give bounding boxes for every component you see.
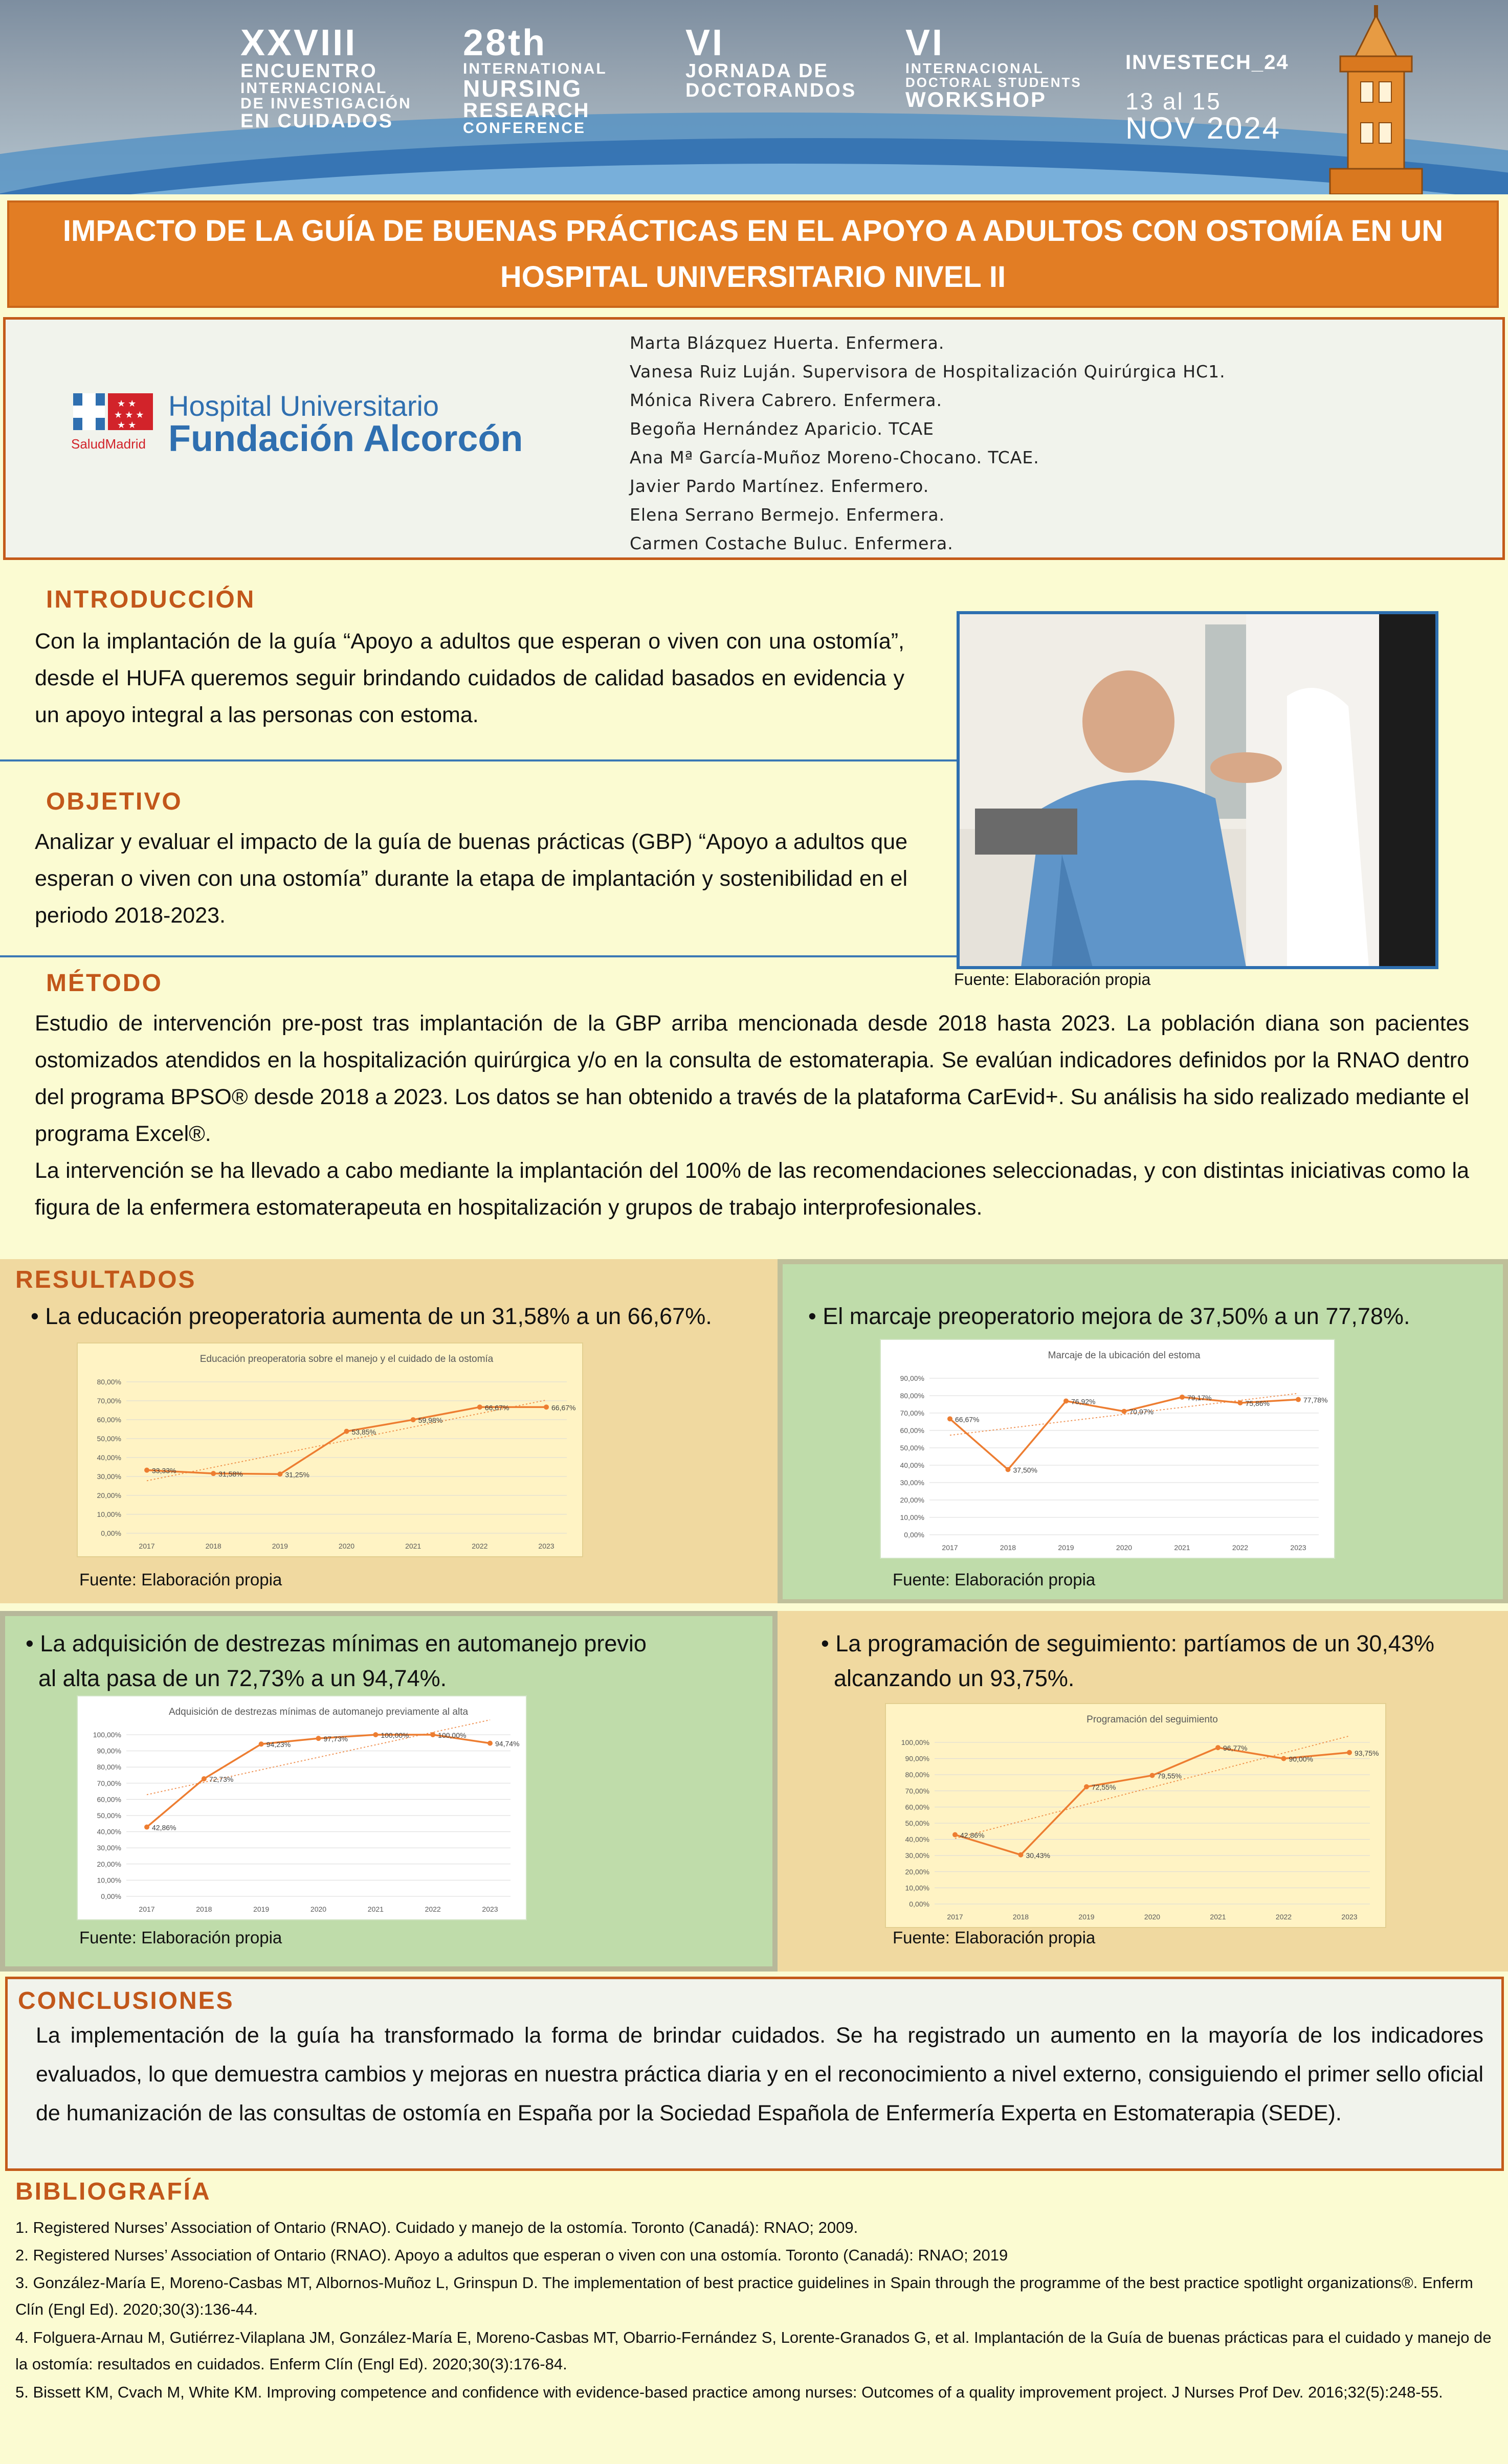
chart-data-label: 100,00%	[438, 1731, 467, 1739]
chart-ytick-label: 50,00%	[97, 1811, 121, 1820]
photo-caption: Fuente: Elaboración propia	[954, 970, 1151, 989]
bib-ref: 5. Bissett KM, Cvach M, White KM. Improving competence and confidence with evidence-based practice among nurses: Outcomes of a quality improvement project. J Nurses Prof Dev. 2016;32(5):248-55.	[15, 2383, 1443, 2401]
objetivo-text: Analizar y evaluar el impacto de la guía de buenas prácticas (GBP) “Apoyo a adultos que esperan o viven con una ostomía” durante la etapa de implantación y sostenibilidad en el periodo 2018-2023.	[35, 830, 907, 928]
chart-xtick-label: 2022	[1232, 1543, 1249, 1552]
chart-ytick-label: 90,00%	[905, 1754, 929, 1763]
chart-xtick-label: 2019	[1058, 1543, 1074, 1552]
chart-svg	[881, 1340, 1334, 1558]
chart-title: Programación del seguimiento	[1086, 1714, 1218, 1725]
bib-ref: 4. Folguera-Arnau M, Gutiérrez-Vilaplana JM, González-María E, Moreno-Casbas MT, Obarrio-Fernández S, Lorente-Granados G, et al. Implantación de la Guía de buenas prácticas para el cuidado y manejo de la ostomía: resultados en cuidados. Enferm Clín (Engl Ed). 2020;30(3):176-84.	[15, 2328, 1492, 2373]
investech-label: INVESTECH_24	[1125, 51, 1289, 74]
conference-3-line: JORNADA DE	[685, 60, 829, 82]
chart-xtick-label: 2023	[1290, 1543, 1306, 1552]
conclusiones-box	[5, 1977, 1504, 2171]
chart-xtick-label: 2020	[310, 1905, 327, 1913]
chart-ytick-label: 30,00%	[97, 1472, 121, 1481]
chart-ytick-label: 0,00%	[101, 1892, 121, 1900]
tower-illustration	[1299, 0, 1453, 194]
objetivo-heading: OBJETIVO	[46, 788, 183, 815]
conference-1-line: EN CUIDADOS	[240, 110, 394, 132]
chart-point	[947, 1416, 952, 1421]
chart-ytick-label: 10,00%	[900, 1513, 924, 1521]
dates-line: 13 al 15	[1125, 88, 1222, 115]
chart-ytick-label: 30,00%	[900, 1479, 924, 1487]
chart-point	[144, 1825, 149, 1830]
bib-ref: 2. Registered Nurses’ Association of Ontario (RNAO). Apoyo a adultos que esperan o viven con una ostomía. Toronto (Canadá): RNAO; 2019	[15, 2246, 1008, 2264]
result-bullet-2-text: El marcaje preoperatorio mejora de 37,50% a un 77,78%.	[823, 1303, 1410, 1329]
chart-data-label: 59,98%	[418, 1416, 443, 1425]
chart-ytick-label: 80,00%	[900, 1392, 924, 1400]
chart-xtick-label: 2023	[482, 1905, 498, 1913]
chart-data-label: 66,67%	[551, 1403, 576, 1412]
chart-point	[316, 1736, 321, 1741]
chart-data-label: 53,85%	[351, 1427, 376, 1436]
chart-data-label: 79,55%	[1157, 1772, 1182, 1780]
chart-ytick-label: 80,00%	[97, 1763, 121, 1772]
chart-data-label: 66,67%	[955, 1415, 980, 1424]
chart-point	[1018, 1852, 1024, 1857]
salud-madrid-label: SaludMadrid	[71, 436, 146, 452]
chart-trendline	[147, 1400, 546, 1481]
chart-point	[477, 1404, 482, 1409]
chart-data-label: 75,86%	[1245, 1399, 1270, 1408]
chart-point	[373, 1732, 378, 1737]
chart-xtick-label: 2021	[1210, 1913, 1226, 1921]
conference-4-line: DOCTORAL STUDENTS	[905, 75, 1082, 90]
author-item: Vanesa Ruiz Luján. Supervisora de Hospitalización Quirúrgica HC1.	[630, 362, 1226, 382]
conference-banner	[0, 0, 1508, 194]
chart-xtick-label: 2018	[196, 1905, 212, 1913]
author-item: Elena Serrano Bermejo. Enfermera.	[630, 505, 945, 525]
chart-educacion	[77, 1342, 583, 1557]
chart-ytick-label: 0,00%	[904, 1531, 924, 1539]
result-bullet-1: • La educación preoperatoria aumenta de un 31,58% a un 66,67%.	[31, 1303, 712, 1329]
chart-point	[1215, 1745, 1221, 1750]
chart-data-label: 93,75%	[1355, 1749, 1379, 1757]
bibliografia-heading: BIBLIOGRAFÍA	[15, 2178, 211, 2205]
chart-ytick-label: 60,00%	[905, 1803, 929, 1811]
chart-xtick-label: 2021	[405, 1542, 422, 1550]
chart-title: Adquisición de destrezas mínimas de automanejo previamente al alta	[168, 1707, 469, 1717]
chart-ytick-label: 70,00%	[900, 1409, 924, 1417]
intro-text: Con la implantación de la guía “Apoyo a adultos que esperan o viven con una ostomía”, desde el HUFA queremos seguir brindando cuidados de calidad basados en evidencia y un apoyo integral a las personas con estoma.	[35, 629, 904, 727]
conclusiones-text: La implementación de la guía ha transformado la forma de brindar cuidados. Se ha registrado un aumento en la mayoría de los indicadores evaluados, lo que demuestra cambios y mejoras en nuestra práctica diaria y en el reconocimiento a nivel externo, consiguiendo el primer sello oficial de humanización de las consultas de ostomía en España por la Sociedad Española de Enfermería Experta en Estomaterapia (SEDE).	[36, 2023, 1483, 2125]
chart-ytick-label: 20,00%	[97, 1491, 121, 1499]
chart-data-label: 30,43%	[1026, 1851, 1050, 1860]
chart-data-label: 94,74%	[495, 1739, 520, 1748]
result-bullet-4-text: La programación de seguimiento: partíamos de un 30,43%	[835, 1630, 1434, 1656]
chart-point	[1006, 1467, 1011, 1472]
conference-4-line: INTERNACIONAL	[905, 60, 1044, 76]
chart-ytick-label: 50,00%	[905, 1819, 929, 1827]
svg-text:★ ★: ★ ★	[117, 398, 137, 409]
chart-svg	[78, 1343, 582, 1556]
chart-xtick-label: 2023	[538, 1542, 555, 1550]
conference-4-line: WORKSHOP	[905, 87, 1047, 111]
conference-1-line: INTERNACIONAL	[240, 80, 388, 97]
chart-ytick-label: 40,00%	[905, 1835, 929, 1844]
chart-xtick-label: 2022	[472, 1542, 488, 1550]
chart-point	[202, 1776, 207, 1781]
metodo-heading: MÉTODO	[46, 970, 163, 997]
result-bullet-2: • El marcaje preoperatorio mejora de 37,50% a un 77,78%.	[808, 1303, 1410, 1329]
chart-point	[1238, 1400, 1243, 1405]
result-bullet-4: • La programación de seguimiento: partíamos de un 30,43% alcanzando un 93,75%.	[821, 1630, 1434, 1691]
result-bullet-3-text: al alta pasa de un 72,73% a un 94,74%.	[38, 1665, 447, 1691]
conference-2-line: CONFERENCE	[463, 120, 586, 137]
intro-heading: INTRODUCCIÓN	[46, 586, 256, 613]
chart-ytick-label: 10,00%	[97, 1510, 121, 1518]
chart-point	[344, 1429, 349, 1434]
chart-xtick-label: 2017	[947, 1913, 963, 1921]
author-item: Javier Pardo Martínez. Enfermero.	[630, 476, 929, 496]
svg-text:★ ★: ★ ★	[117, 420, 137, 430]
hospital-name-line2: Fundación Alcorcón	[168, 418, 523, 459]
chart-data-label: 37,50%	[1013, 1466, 1037, 1474]
author-item: Marta Blázquez Huerta. Enfermera.	[630, 333, 945, 353]
chart-data-label: 94,23%	[266, 1740, 291, 1749]
chart-point	[144, 1468, 149, 1473]
chart-ytick-label: 60,00%	[97, 1795, 121, 1804]
chart-point	[544, 1404, 549, 1409]
chart-ytick-label: 50,00%	[97, 1435, 121, 1443]
chart-point	[487, 1741, 493, 1746]
chart-data-label: 96,77%	[1223, 1744, 1248, 1753]
chart-point	[1063, 1398, 1069, 1403]
chart-point	[1281, 1756, 1287, 1761]
chart-ytick-label: 100,00%	[93, 1731, 121, 1739]
chart-series-line	[147, 1407, 546, 1474]
chart-point	[430, 1732, 435, 1737]
chart-ytick-label: 20,00%	[905, 1867, 929, 1876]
author-list	[630, 329, 1226, 558]
chart-ytick-label: 10,00%	[97, 1876, 121, 1885]
authors-box	[3, 317, 1505, 560]
result-bullet-4-text: alcanzando un 93,75%.	[834, 1665, 1075, 1691]
chart-data-label: 31,25%	[285, 1470, 309, 1479]
chart-marcaje	[880, 1339, 1335, 1559]
hospital-name-line1: Hospital Universitario	[168, 390, 439, 422]
chart-point	[211, 1471, 216, 1476]
chart-ytick-label: 50,00%	[900, 1444, 924, 1452]
chart-title: Marcaje de la ubicación del estoma	[1048, 1350, 1201, 1361]
conference-2-line: RESEARCH	[463, 99, 590, 122]
resultados-heading: RESULTADOS	[15, 1266, 196, 1293]
chart-svg	[78, 1696, 526, 1919]
chart-xtick-label: 2017	[942, 1543, 958, 1552]
chart-xtick-label: 2020	[1144, 1913, 1161, 1921]
svg-text:★ ★ ★: ★ ★ ★	[114, 410, 144, 420]
chart-point	[1347, 1750, 1352, 1755]
chart-point	[1122, 1409, 1127, 1414]
result-bullet-1-text: La educación preoperatoria aumenta de un 31,58% a un 66,67%.	[45, 1303, 712, 1329]
chart-data-label: 42,86%	[152, 1823, 176, 1832]
chart-point	[411, 1417, 416, 1422]
chart-data-label: 76,92%	[1071, 1397, 1096, 1406]
chart-data-label: 72,73%	[209, 1775, 234, 1784]
conference-1-line: ENCUENTRO	[240, 60, 378, 82]
chart-xtick-label: 2021	[1174, 1543, 1190, 1552]
metodo-text-1: Estudio de intervención pre-post tras implantación de la GBP arriba mencionada desde 2018 hasta 2023. La población diana son pacientes ostomizados atendidos en la hospitalización quirúrgica y/o en la consulta de estomaterapia. Se evalúan indicadores definidos por la RNAO dentro del programa BPSO® desde 2018 a 2023. Los datos se han obtenido a través de la plataforma CarEvid+. Su análisis ha sido realizado mediante el programa Excel®.	[35, 1011, 1469, 1146]
chart-svg	[886, 1704, 1385, 1927]
conference-2	[463, 25, 607, 136]
chart-data-label: 77,78%	[1303, 1396, 1328, 1404]
author-item: Begoña Hernández Aparicio. TCAE	[630, 419, 934, 439]
section-divider	[0, 759, 957, 761]
chart-data-label: 100,00%	[381, 1731, 409, 1739]
chart-4-source: Fuente: Elaboración propia	[893, 1928, 1096, 1947]
chart-series-line	[147, 1735, 490, 1827]
chart-xtick-label: 2018	[1012, 1913, 1029, 1921]
chart-data-label: 97,73%	[323, 1735, 348, 1743]
conference-1	[240, 25, 412, 131]
chart-xtick-label: 2023	[1341, 1913, 1358, 1921]
chart-xtick-label: 2018	[205, 1542, 221, 1550]
dates-line: NOV 2024	[1125, 111, 1281, 145]
chart-xtick-label: 2022	[1275, 1913, 1292, 1921]
chart-point	[952, 1832, 958, 1838]
metodo-text-2: La intervención se ha llevado a cabo mediante la implantación del 100% de las recomendaciones seleccionadas, y con distintas iniciativas como la figura de la enfermera estomaterapeuta en hospitalización y grupos de trabajo interprofesionales.	[35, 1158, 1469, 1220]
chart-xtick-label: 2020	[338, 1542, 355, 1550]
chart-title: Educación preoperatoria sobre el manejo y el cuidado de la ostomía	[199, 1354, 494, 1364]
conference-dates	[1125, 89, 1281, 144]
chart-series-line	[955, 1748, 1349, 1855]
chart-point	[1180, 1395, 1185, 1400]
chart-ytick-label: 90,00%	[900, 1374, 924, 1382]
chart-data-label: 72,55%	[1092, 1783, 1116, 1791]
conference-3-line: DOCTORANDOS	[685, 80, 857, 101]
poster-title: IMPACTO DE LA GUÍA DE BUENAS PRÁCTICAS EN EL APOYO A ADULTOS CON OSTOMÍA EN UN HOSPITAL UNIVERSITARIO NIVEL II	[7, 200, 1499, 308]
chart-2-source: Fuente: Elaboración propia	[893, 1570, 1096, 1589]
chart-point	[277, 1471, 282, 1476]
chart-ytick-label: 30,00%	[905, 1851, 929, 1860]
chart-3-source: Fuente: Elaboración propia	[79, 1928, 282, 1947]
chart-data-label: 31,58%	[218, 1470, 243, 1479]
chart-ytick-label: 70,00%	[905, 1786, 929, 1795]
chart-point	[1296, 1397, 1301, 1402]
author-item: Carmen Costache Buluc. Enfermera.	[630, 533, 953, 553]
bib-ref: 1. Registered Nurses’ Association of Ontario (RNAO). Cuidado y manejo de la ostomía. Toronto (Canadá): RNAO; 2009.	[15, 2219, 858, 2236]
chart-ytick-label: 40,00%	[97, 1453, 121, 1462]
chart-seguimiento	[885, 1703, 1386, 1928]
chart-ytick-label: 0,00%	[909, 1900, 929, 1908]
photo-illustration	[960, 614, 1435, 967]
chart-xtick-label: 2020	[1116, 1543, 1133, 1552]
chart-ytick-label: 30,00%	[97, 1844, 121, 1852]
chart-xtick-label: 2017	[139, 1542, 155, 1550]
conference-2-line: INTERNATIONAL	[463, 60, 607, 77]
chart-point	[1150, 1773, 1155, 1778]
chart-data-label: 66,67%	[484, 1403, 509, 1412]
conference-3-number: VI	[685, 23, 725, 63]
chart-data-label: 70,97%	[1129, 1407, 1154, 1416]
chart-ytick-label: 20,00%	[97, 1860, 121, 1868]
result-bullet-3: • La adquisición de destrezas mínimas en automanejo previo al alta pasa de un 72,73% a un 94,74%.	[26, 1630, 647, 1691]
chart-ytick-label: 40,00%	[97, 1827, 121, 1836]
chart-data-label: 33,33%	[152, 1466, 176, 1475]
chart-xtick-label: 2019	[253, 1905, 270, 1913]
chart-1-source: Fuente: Elaboración propia	[79, 1570, 282, 1589]
chart-point	[1084, 1784, 1089, 1789]
conference-4-number: VI	[905, 23, 945, 63]
chart-xtick-label: 2021	[367, 1905, 384, 1913]
chart-xtick-label: 2018	[1000, 1543, 1016, 1552]
chart-ytick-label: 100,00%	[901, 1738, 929, 1746]
chart-series-line	[950, 1397, 1298, 1470]
chart-xtick-label: 2019	[1078, 1913, 1095, 1921]
chart-ytick-label: 70,00%	[97, 1397, 121, 1405]
chart-ytick-label: 80,00%	[97, 1378, 121, 1386]
chart-ytick-label: 60,00%	[97, 1416, 121, 1424]
conclusiones-heading: CONCLUSIONES	[18, 1987, 234, 2014]
conference-4	[905, 25, 1082, 110]
chart-ytick-label: 20,00%	[900, 1496, 924, 1504]
conference-1-line: DE INVESTIGACIÓN	[240, 95, 412, 112]
chart-data-label: 79,17%	[1187, 1393, 1212, 1402]
chart-xtick-label: 2017	[139, 1905, 155, 1913]
conference-2-line: NURSING	[463, 75, 583, 102]
conference-1-number: XXVIII	[240, 23, 358, 63]
patient-care-photo	[957, 611, 1438, 969]
bib-ref: 3. González-María E, Moreno-Casbas MT, Albornos-Muñoz L, Grinspun D. The implementation of best practice guidelines in Spain through the programme of the best practice spotlight organizations®. Enferm Clín (Engl Ed). 2020;30(3):136-44.	[15, 2274, 1473, 2318]
chart-ytick-label: 80,00%	[905, 1771, 929, 1779]
author-item: Mónica Rivera Cabrero. Enfermera.	[630, 390, 942, 410]
section-divider	[0, 955, 957, 957]
chart-point	[259, 1741, 264, 1746]
chart-xtick-label: 2019	[272, 1542, 288, 1550]
result-bullet-3-text: La adquisición de destrezas mínimas en automanejo previo	[40, 1630, 647, 1656]
chart-ytick-label: 40,00%	[900, 1461, 924, 1469]
chart-xtick-label: 2022	[425, 1905, 441, 1913]
chart-ytick-label: 70,00%	[97, 1779, 121, 1787]
conference-3	[685, 25, 856, 100]
chart-data-label: 90,00%	[1289, 1755, 1313, 1763]
chart-ytick-label: 0,00%	[101, 1529, 121, 1537]
chart-ytick-label: 10,00%	[905, 1884, 929, 1892]
chart-data-label: 42,86%	[960, 1831, 985, 1840]
conference-2-number: 28th	[463, 23, 547, 63]
chart-ytick-label: 90,00%	[97, 1746, 121, 1755]
author-item: Ana Mª García-Muñoz Moreno-Chocano. TCAE.	[630, 447, 1039, 467]
chart-destrezas	[77, 1695, 527, 1920]
chart-ytick-label: 60,00%	[900, 1426, 924, 1435]
